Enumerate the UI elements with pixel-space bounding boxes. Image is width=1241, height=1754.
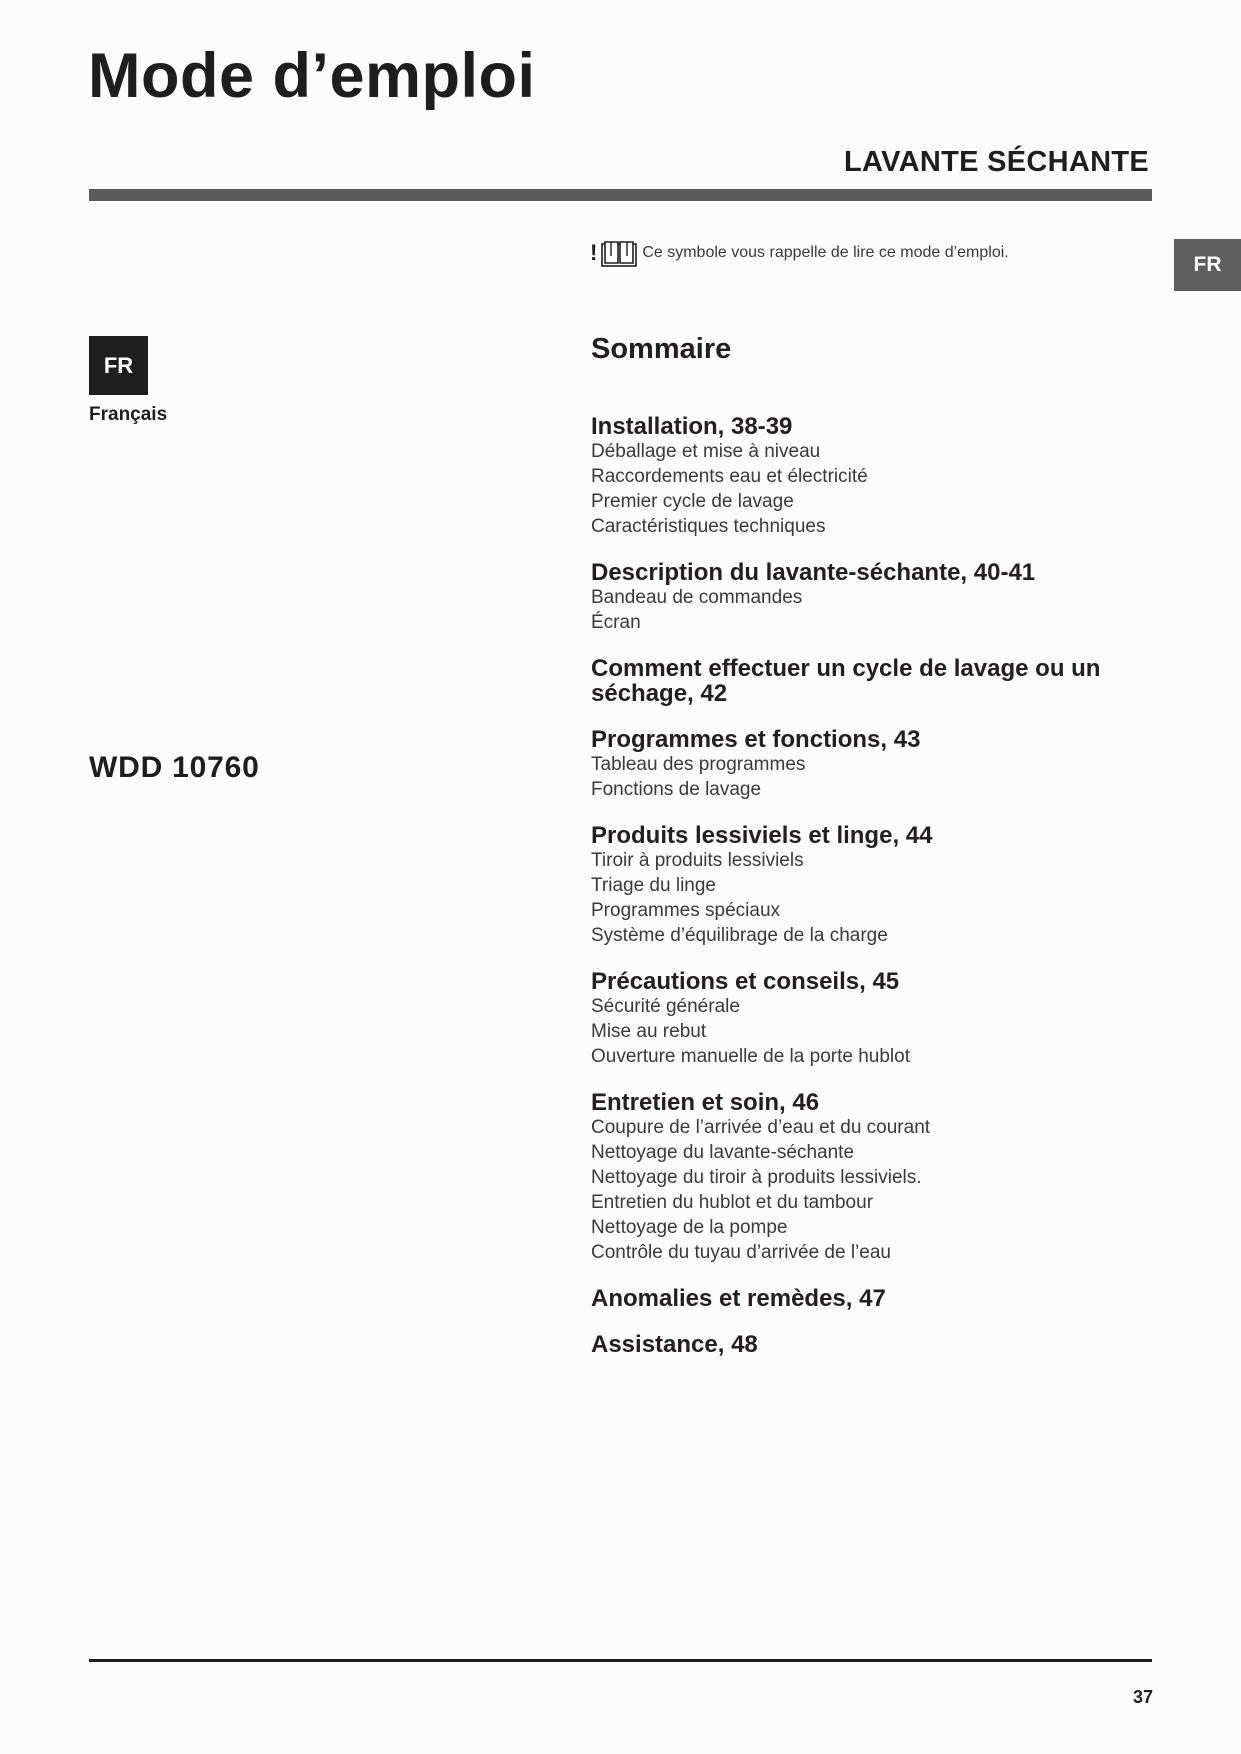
toc-item: Tableau des programmes — [591, 754, 806, 775]
toc-section-title: Précautions et conseils, 45 — [591, 968, 900, 995]
toc-item: Nettoyage de la pompe — [591, 1217, 788, 1238]
read-manual-notice — [590, 238, 1009, 268]
toc-section — [591, 823, 1151, 948]
toc-item: Nettoyage du lavante-séchante — [591, 1142, 855, 1163]
toc-section-title: Installation, 38-39 — [591, 413, 793, 440]
toc-item: Contrôle du tuyau d’arrivée de l’eau — [591, 1242, 891, 1263]
toc-item: Premier cycle de lavage — [591, 491, 794, 512]
toc-item: Caractéristiques techniques — [591, 516, 826, 537]
page-title: Mode d’emploi — [88, 41, 536, 111]
toc-item: Bandeau de commandes — [591, 587, 803, 608]
book-icon — [601, 238, 637, 268]
toc-section-title: Description du lavante-séchante, 40-41 — [591, 559, 1036, 586]
toc-section-title: Produits lessiviels et linge, 44 — [591, 822, 933, 849]
toc-section-title: Programmes et fonctions, 43 — [591, 726, 921, 753]
model-number: WDD 10760 — [89, 751, 260, 784]
toc-item: Triage du linge — [591, 875, 716, 896]
toc-section-title: Entretien et soin, 46 — [591, 1089, 820, 1116]
toc-section — [591, 1332, 1151, 1357]
toc-section — [591, 1090, 1151, 1265]
toc-section-title: Anomalies et remèdes, 47 — [591, 1285, 886, 1312]
document-subtitle: LAVANTE SÉCHANTE — [843, 146, 1149, 178]
toc-item: Mise au rebut — [591, 1021, 707, 1042]
language-label: Français — [89, 404, 168, 425]
toc-item: Coupure de l’arrivée d’eau et du courant — [591, 1117, 931, 1138]
toc-item: Déballage et mise à niveau — [591, 441, 821, 462]
toc-item: Programmes spéciaux — [591, 900, 781, 921]
language-badge: FR — [89, 336, 148, 395]
toc-section-title: Comment effectuer un cycle de lavage ou un séchage, 42 — [591, 655, 1101, 707]
toc-item: Sécurité générale — [591, 996, 740, 1017]
toc-title: Sommaire — [591, 333, 732, 365]
toc-item: Écran — [591, 612, 641, 633]
toc-item: Système d’équilibrage de la charge — [591, 925, 888, 946]
toc-section — [591, 414, 1151, 539]
toc-item: Nettoyage du tiroir à produits lessiviels. — [591, 1167, 922, 1188]
toc-section — [591, 969, 1151, 1069]
toc-section — [591, 656, 1151, 706]
toc-item: Tiroir à produits lessiviels — [591, 850, 804, 871]
toc-section — [591, 727, 1151, 802]
toc-section — [591, 1286, 1151, 1311]
toc-item: Raccordements eau et électricité — [591, 466, 868, 487]
header-divider — [89, 189, 1152, 201]
footer-divider — [89, 1659, 1152, 1662]
page-number: 37 — [1132, 1687, 1153, 1707]
toc-section — [591, 560, 1151, 635]
warning-mark: ! — [590, 240, 598, 265]
toc-item: Ouverture manuelle de la porte hublot — [591, 1046, 910, 1067]
notice-text: Ce symbole vous rappelle de lire ce mode d’emploi. — [642, 244, 1009, 261]
toc-item: Entretien du hublot et du tambour — [591, 1192, 874, 1213]
language-side-tab: FR — [1174, 239, 1241, 291]
toc-item: Fonctions de lavage — [591, 779, 762, 800]
table-of-contents — [591, 414, 1151, 1378]
toc-section-title: Assistance, 48 — [591, 1331, 758, 1358]
